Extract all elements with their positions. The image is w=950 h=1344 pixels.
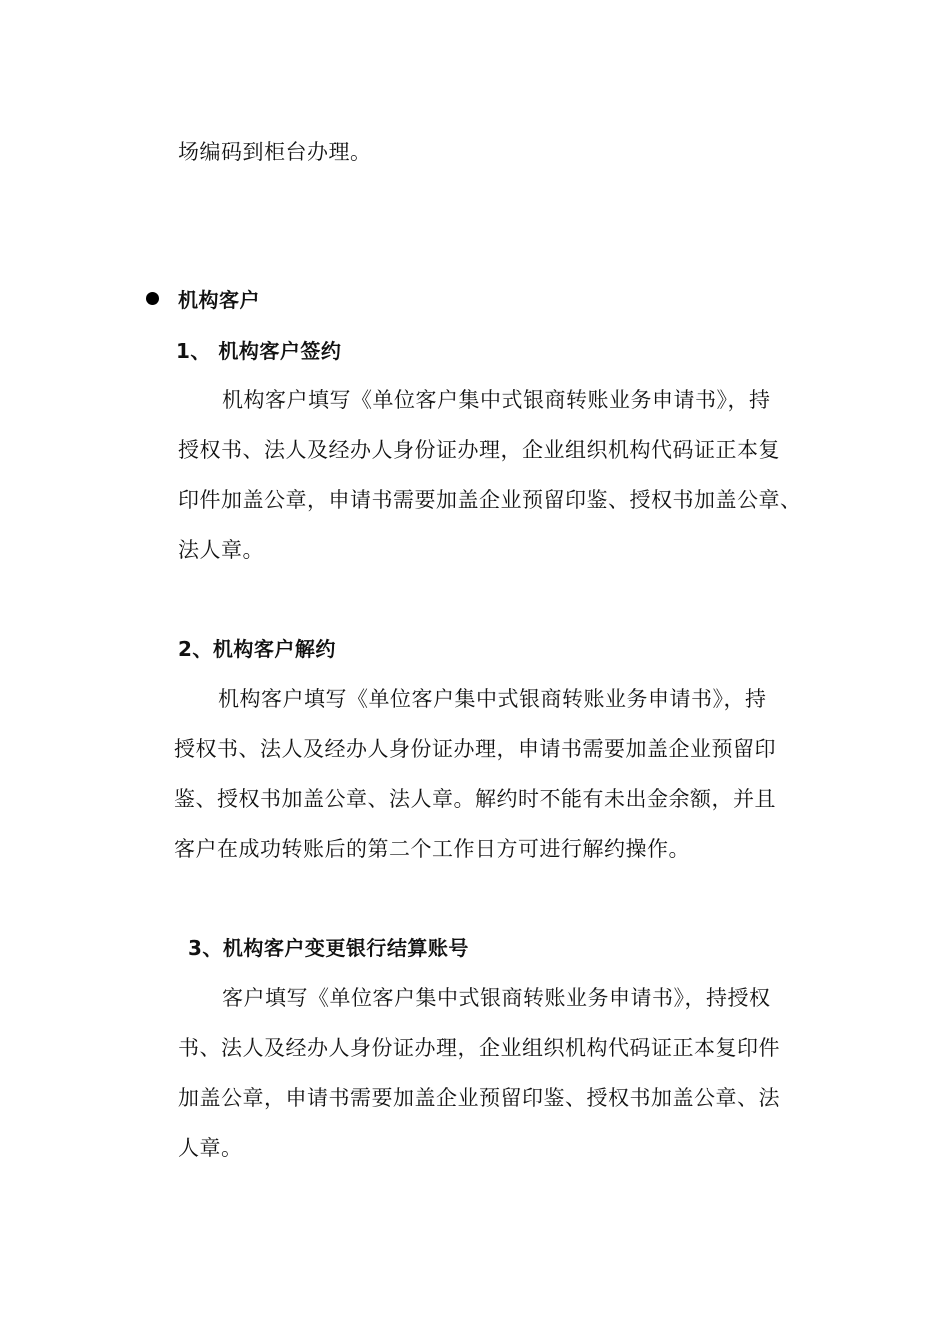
item-1-heading: 1、 机构客户签约 xyxy=(176,339,342,363)
item-1-line: 法人章。 xyxy=(178,538,264,562)
item-1-line: 印件加盖公章，申请书需要加盖企业预留印鉴、授权书加盖公章、 xyxy=(178,488,802,512)
item-2-line: 客户在成功转账后的第二个工作日方可进行解约操作。 xyxy=(174,837,690,861)
item-2-heading: 2、机构客户解约 xyxy=(178,637,336,661)
item-3-line: 书、法人及经办人身份证办理，企业组织机构代码证正本复印件 xyxy=(178,1036,780,1060)
item-2-line: 鉴、授权书加盖公章、法人章。解约时不能有未出金余额，并且 xyxy=(174,787,776,811)
item-2-line: 授权书、法人及经办人身份证办理，申请书需要加盖企业预留印 xyxy=(174,737,776,761)
item-1-line: 机构客户填写《单位客户集中式银商转账业务申请书》，持 xyxy=(222,388,771,412)
bullet-icon xyxy=(146,292,159,305)
item-3-line: 人章。 xyxy=(178,1136,243,1160)
item-3-heading: 3、机构客户变更银行结算账号 xyxy=(188,936,469,960)
item-3-line: 加盖公章，申请书需要加盖企业预留印鉴、授权书加盖公章、法 xyxy=(178,1086,780,1110)
item-1-line: 授权书、法人及经办人身份证办理，企业组织机构代码证正本复 xyxy=(178,438,780,462)
continuation-line: 场编码到柜台办理。 xyxy=(178,140,372,164)
item-3-line: 客户填写《单位客户集中式银商转账业务申请书》，持授权 xyxy=(222,986,771,1010)
section-title: 机构客户 xyxy=(178,288,260,312)
item-2-line: 机构客户填写《单位客户集中式银商转账业务申请书》，持 xyxy=(218,687,767,711)
